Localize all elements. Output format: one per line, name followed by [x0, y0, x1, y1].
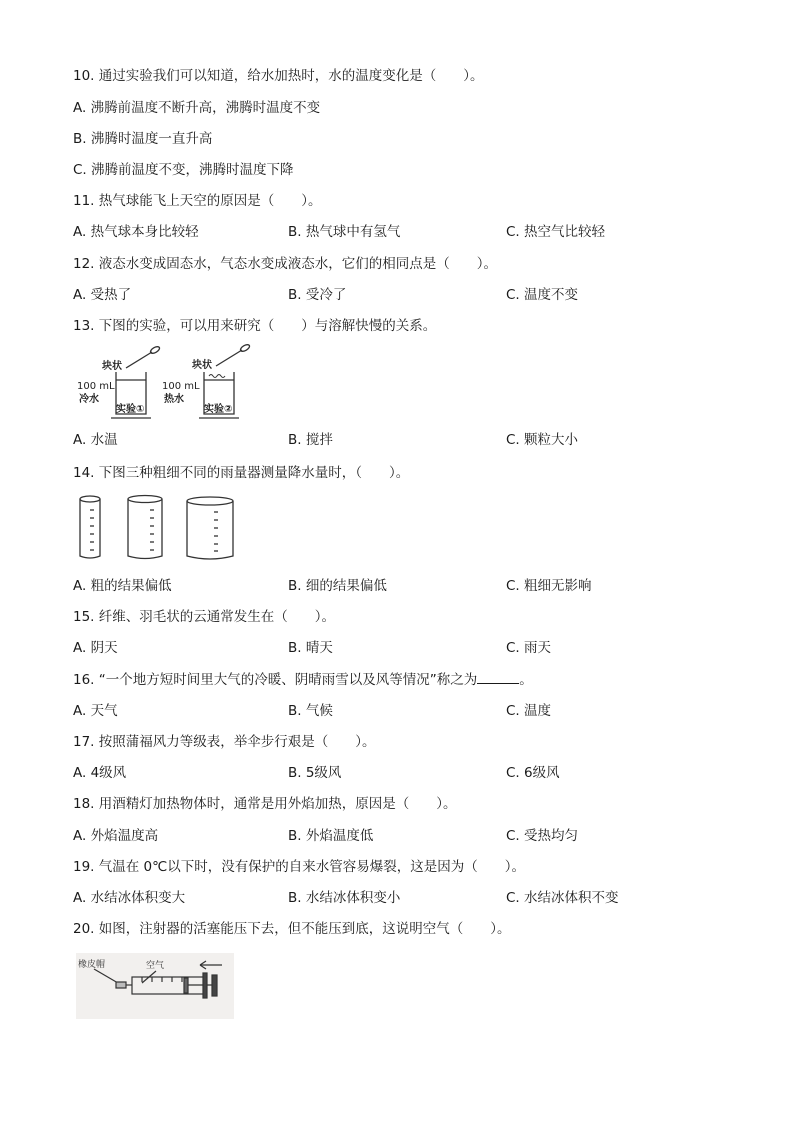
question-11-stem: 11. 热气球能飞上天空的原因是（ ）。	[73, 193, 322, 209]
question-12-stem: 12. 液态水变成固态水，气态水变成液态水，它们的相同点是（ ）。	[73, 256, 498, 272]
question-16-option-a: A. 天气	[73, 703, 118, 719]
question-15-option-c: C. 雨天	[506, 640, 552, 656]
question-19-stem: 19. 气温在 0℃以下时，没有保护的自来水管容易爆裂，这是因为（ ）。	[73, 859, 526, 875]
question-10-option-b: B. 沸腾时温度一直升高	[73, 131, 213, 147]
question-17-option-a: A. 4级风	[73, 765, 127, 781]
fig13-volume-1: 100 mL	[77, 381, 115, 392]
question-10-stem: 10. 通过实验我们可以知道，给水加热时，水的温度变化是（ ）。	[73, 68, 484, 84]
question-13-option-b: B. 搅拌	[288, 432, 333, 448]
dissolving-experiment-figure	[76, 344, 256, 424]
fig13-block-label-1: 块状	[102, 361, 122, 372]
question-20-stem: 20. 如图，注射器的活塞能压下去，但不能压到底，这说明空气（ ）。	[73, 921, 511, 937]
fig13-block-label-2: 块状	[192, 360, 212, 371]
question-13-option-c: C. 颗粒大小	[506, 432, 579, 448]
question-17-option-c: C. 6级风	[506, 765, 560, 781]
syringe-figure	[76, 953, 234, 1019]
question-18-stem: 18. 用酒精灯加热物体时，通常是用外焰加热，原因是（ ）。	[73, 796, 457, 812]
question-11-option-a: A. 热气球本身比较轻	[73, 224, 199, 240]
question-10-option-a: A. 沸腾前温度不断升高，沸腾时温度不变	[73, 100, 321, 116]
question-14-option-c: C. 粗细无影响	[506, 578, 592, 594]
fig13-water-2: 热水	[164, 394, 184, 405]
question-17-option-b: B. 5级风	[288, 765, 342, 781]
question-16-option-c: C. 温度	[506, 703, 552, 719]
question-14-stem: 14. 下图三种粗细不同的雨量器测量降水量时，（ ）。	[73, 465, 410, 481]
question-14-option-a: A. 粗的结果偏低	[73, 578, 172, 594]
question-12-option-b: B. 受冷了	[288, 287, 347, 303]
question-11-option-c: C. 热空气比较轻	[506, 224, 606, 240]
question-19-option-b: B. 水结冰体积变小	[288, 890, 401, 906]
question-13-option-a: A. 水温	[73, 432, 118, 448]
fig13-exp-1: 实验①	[116, 404, 145, 415]
question-15-option-a: A. 阴天	[73, 640, 118, 656]
question-16-stem-end: 。	[519, 672, 533, 688]
question-10-option-c: C. 沸腾前温度不变，沸腾时温度下降	[73, 162, 294, 178]
question-14-option-b: B. 细的结果偏低	[288, 578, 387, 594]
rain-gauges-figure	[76, 494, 246, 562]
question-15-option-b: B. 晴天	[288, 640, 333, 656]
question-18-option-b: B. 外焰温度低	[288, 828, 374, 844]
question-16-stem-text: 16. “一个地方短时间里大气的冷暖、阴晴雨雪以及风等情况”称之为	[73, 672, 478, 688]
question-13-stem: 13. 下图的实验，可以用来研究（ ）与溶解快慢的关系。	[73, 318, 437, 334]
question-16-stem	[73, 671, 533, 689]
question-15-stem: 15. 纤维、羽毛状的云通常发生在（ ）。	[73, 609, 336, 625]
fig20-air-label: 空气	[146, 961, 165, 971]
fig13-water-1: 冷水	[79, 394, 99, 405]
question-11-option-b: B. 热气球中有氢气	[288, 224, 401, 240]
question-19-option-a: A. 水结冰体积变大	[73, 890, 186, 906]
fig20-cap-label: 橡皮帽	[78, 960, 106, 970]
question-19-option-c: C. 水结冰体积不变	[506, 890, 619, 906]
question-12-option-a: A. 受热了	[73, 287, 132, 303]
question-18-option-c: C. 受热均匀	[506, 828, 579, 844]
answer-blank	[477, 671, 519, 684]
question-17-stem: 17. 按照蒲福风力等级表，举伞步行艰是（ ）。	[73, 734, 376, 750]
fig13-exp-2: 实验②	[204, 404, 233, 415]
fig13-volume-2: 100 mL	[162, 381, 200, 392]
question-12-option-c: C. 温度不变	[506, 287, 579, 303]
question-16-option-b: B. 气候	[288, 703, 333, 719]
question-18-option-a: A. 外焰温度高	[73, 828, 159, 844]
